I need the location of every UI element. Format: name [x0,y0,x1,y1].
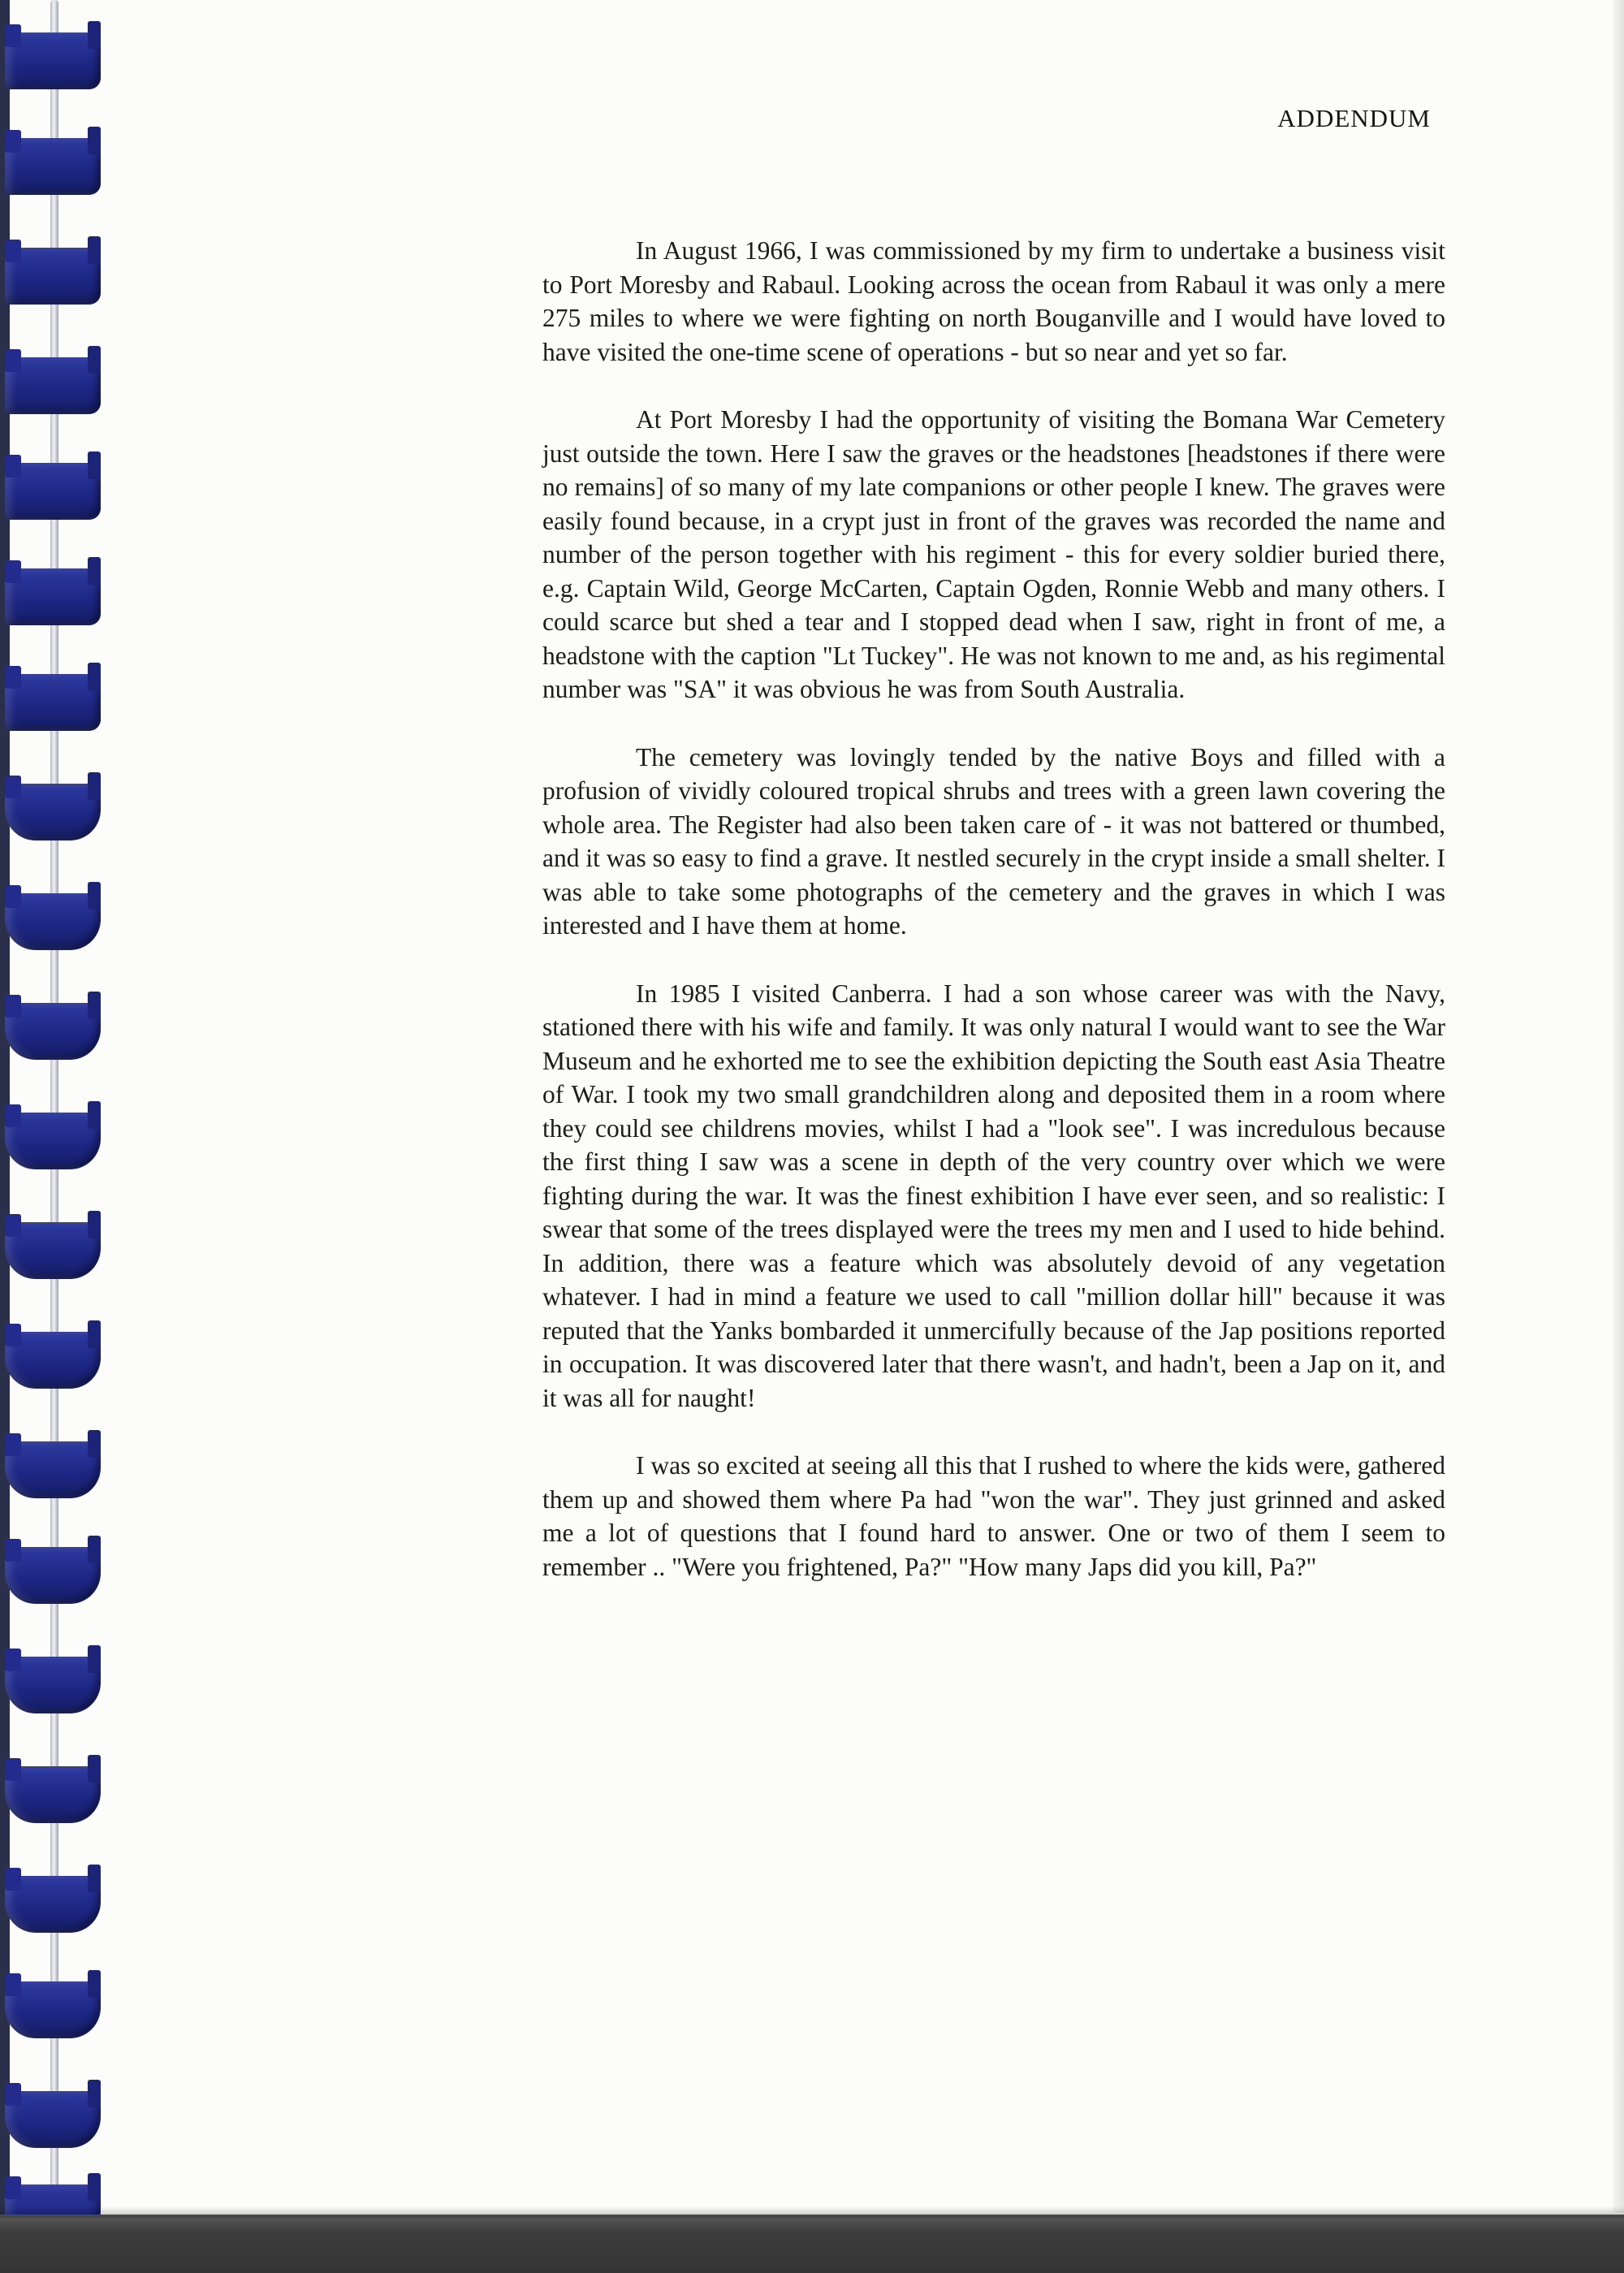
spiral-binding [0,0,122,2273]
binding-ring [5,1876,101,1933]
page-heading: ADDENDUM [1277,104,1431,132]
binding-ring [5,1003,101,1060]
body-text [542,234,1445,1618]
paragraph: At Port Moresby I had the opportunity of visiting the Bomana War Cemetery just outside the town. Here I saw the graves or the headstones [headstones if there were no remains] of so many of my late companions or other people I knew. The graves were easily found because, in a crypt just in front of the graves was recorded the name and number of the person together with his regiment - this for every soldier buried there, e.g. Captain Wild, George McCarten, Captain Ogden, Ronnie Webb and many others. I could scarce but shed a tear and I stopped dead when I saw, right in front of me, a headstone with the caption "Lt Tuckey". He was not known to me and, as his regimental number was "SA" it was obvious he was from South Australia. [542,405,1445,703]
binding-ring [5,138,101,195]
binding-ring [5,1441,101,1498]
binding-ring [5,1332,101,1389]
binding-ring [5,1766,101,1823]
paragraph: I was so excited at seeing all this that I rushed to where the kids were, gathered them up and showed them where Pa had "won the war". They just grinned and asked me a lot of questions that I found hard to answer. One or two of them I seem to remember .. "Were you frightened, Pa?" "How many Japs did you kill, Pa?" [542,1451,1445,1581]
binding-ring [5,1657,101,1713]
binding-ring [5,32,101,89]
paragraph: The cemetery was lovingly tended by the native Boys and filled with a profusion of vividly coloured tropical shrubs and trees with a green lawn covering the whole area. The Register had also been taken care of - it was not battered or thumbed, and it was so easy to find a grave. It nestled securely in the crypt inside a small shelter. I was able to take some photographs of the cemetery and the graves in which I was interested and I have them at home. [542,742,1445,940]
page-edge [1613,0,1624,2213]
binding-ring [5,1547,101,1604]
binding-ring [5,1113,101,1169]
binding-ring [5,784,101,840]
paragraph: In 1985 I visited Canberra. I had a son whose career was with the Navy, stationed there with his wife and family. It was only natural I would want to see the War Museum and he exhorted me to see the exhibition depicting the South east Asia Theatre of War. I took my two small grandchildren along and deposited them in a room where they could see childrens movies, whilst I had a "look see". I was incredulous because the first thing I saw was a scene in depth of the very country over which we were fighting during the war. It was the finest exhibition I have ever seen, and so realistic: I swear that some of the trees displayed were the trees my men and I used to hide behind. In addition, there was a feature which was absolutely devoid of any vegetation whatever. I had in mind a feature we used to call "million dollar hill" because it was reputed that the Yanks bombarded it unmercifully because of the Jap positions reported in occupation. It was discovered later that there wasn't, and hadn't, been a Jap on it, and it was all for naught! [542,979,1445,1412]
binding-ring [5,463,101,520]
paragraph: In August 1966, I was commissioned by my firm to undertake a business visit to Port Moresby and Rabaul. Looking across the ocean from Rabaul it was only a mere 275 miles to where we were fighting on north Bouganville and I would have loved to have visited the one-time scene of operations - but so near and yet so far. [542,236,1445,366]
binding-ring [5,2091,101,2148]
binding-ring [5,248,101,305]
binding-ring [5,1222,101,1279]
binding-ring [5,357,101,414]
binding-ring [5,893,101,950]
binding-ring [5,1981,101,2038]
binding-ring [5,568,101,625]
table-surface-shadow [0,2215,1624,2273]
binding-ring [5,674,101,731]
